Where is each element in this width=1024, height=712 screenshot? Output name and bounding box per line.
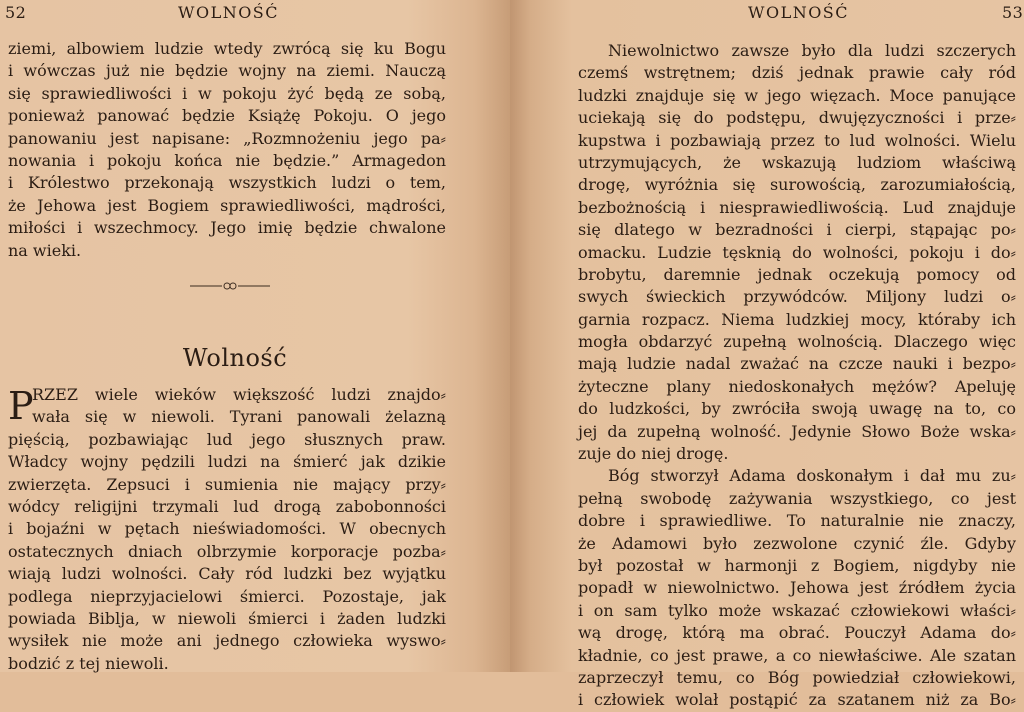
- page-number: 52: [5, 3, 27, 22]
- text-line: wiają ludzi wolności. Cały ród ludzki bez wyjątku: [8, 564, 446, 584]
- text-line: zaprzeczył temu, co Bóg powiedział człowiekowi,: [578, 667, 1016, 687]
- text-line: czemś wstrętnem; dziś jednak prawie cały ród: [578, 63, 1016, 83]
- text-line: miłości i wszechmocy. Jego imię będzie chwalone: [8, 218, 446, 238]
- left-section-paragraph: [8, 384, 446, 675]
- drop-cap: P: [8, 384, 34, 428]
- text-line: Niewolnictwo zawsze było dla ludzi szczerych: [608, 41, 1016, 60]
- text-line: dobre i sprawiedliwe. To naturalnie nie znaczy,: [578, 511, 1016, 531]
- text-line: ostatecznych dniach olbrzymie korporacje pozba⸗: [8, 541, 446, 561]
- text-line: się dlatego w bezradności i cierpi, stąpając po⸗: [578, 220, 1016, 240]
- text-line: podlega nieprzyjacielowi śmierci. Pozostaje, jak: [8, 586, 446, 606]
- text-line: utrzymujących, że wskazują ludziom właściwą: [578, 152, 1016, 172]
- text-line: mogła obdarzyć zupełną wolnością. Dlaczego więc: [578, 332, 1016, 352]
- text-line: wała się w niewoli. Tyrani panowali żelazną: [32, 407, 446, 427]
- text-line: i wówczas już nie będzie wojny na ziemi. Nauczą: [8, 61, 446, 81]
- text-line: powiada Biblja, w niewoli śmierci i żaden ludzki: [8, 608, 446, 628]
- text-line: się sprawiedliwości i w pokoju żyć będą ze sobą,: [8, 83, 446, 103]
- text-line: zuje do niej drogę.: [578, 444, 729, 464]
- running-head: WOLNOŚĆ: [748, 3, 850, 22]
- text-line: i bojaźni w pętach nieświadomości. W obecnych: [8, 519, 446, 539]
- section-title: Wolność: [182, 344, 288, 372]
- text-line: swych świeckich przywódców. Miljony ludzi o⸗: [578, 287, 1016, 307]
- text-line: kładnie, co jest prawe, a co niewłaściwe. Ale szatan: [578, 645, 1016, 665]
- text-line: bezbożnością i niesprawiedliwością. Lud znajduje: [578, 197, 1016, 217]
- text-line: kupstwa i pozbawiają przez to lud wolności. Wielu: [578, 130, 1016, 150]
- text-line: nowania i pokoju końca nie będzie.” Armagedon: [8, 150, 446, 170]
- ornament-divider: [190, 279, 270, 293]
- text-line: że Adamowi było zezwolone czynić źle. Gdyby: [578, 533, 1016, 553]
- text-line: ziemi, albowiem ludzie wtedy zwrócą się ku Bogu: [8, 39, 446, 58]
- text-line: i Królestwo przekonają wszystkich ludzi o tem,: [8, 173, 446, 193]
- text-line-body: RZEZ wiele wieków większość ludzi znajdo⸗: [32, 385, 446, 404]
- text-line: bodzić z tej niewoli.: [8, 653, 169, 673]
- text-line: ponieważ panować będzie Książę Pokoju. O jego: [8, 106, 446, 126]
- page-number: 53: [1002, 3, 1024, 22]
- text-line: i on sam tylko może wskazać człowiekowi właści⸗: [578, 600, 1016, 620]
- left-page: [0, 0, 510, 672]
- text-line: jej da zupełną wolność. Jedynie Słowo Boże wska⸗: [578, 421, 1016, 441]
- text-line: panowaniu jest napisane: „Rozmnożeniu jego pa⸗: [8, 128, 446, 148]
- text-line: do ludzkości, by zwróciła swoją uwagę na to, co: [578, 399, 1016, 419]
- text-line: popadł w niewolnictwo. Jehowa jest źródłem życia: [578, 578, 1016, 598]
- text-line: pięścią, pozbawiając lud jego słusznych praw.: [8, 429, 446, 449]
- text-line: garnia rozpacz. Niema ludzkiej mocy, któraby ich: [578, 309, 1016, 329]
- text-line: Władcy wojny pędzili ludzi na śmierć jak dzikie: [8, 452, 446, 472]
- text-line: na wieki.: [8, 240, 82, 260]
- text-line: wódcy religijni trzymali lud drogą zabobonności: [8, 496, 446, 516]
- text-line: mają ludzie nadal zważać na czcze nauki i bezpo⸗: [578, 354, 1016, 374]
- left-continued-paragraph: [8, 38, 446, 262]
- text-line: Bóg stworzył Adama doskonałym i dał mu zu⸗: [608, 466, 1016, 486]
- text-line: był pozostał w harmonji z Bogiem, nigdyby nie: [578, 555, 1016, 575]
- running-head: WOLNOŚĆ: [178, 3, 280, 22]
- text-line: pełną swobodę zażywania wszystkiego, co jest: [578, 488, 1016, 508]
- text-line: brobytu, daremnie jednak oczekują pomocy od: [578, 264, 1016, 284]
- text-line: zwierzęta. Zepsuci i sumienia nie mający przy⸗: [8, 474, 446, 494]
- text-line: omacku. Ludzie tęsknią do wolności, pokoju i do⸗: [578, 242, 1016, 262]
- right-page: [510, 0, 1024, 710]
- text-line: i człowiek wolał postąpić za szatanem niż za Bo⸗: [578, 690, 1016, 710]
- text-line: uciekają się do podstępu, dwujęzyczności i prze⸗: [578, 108, 1016, 128]
- right-text-column: [578, 40, 1016, 712]
- text-line: wysiłek nie może ani jednego człowieka wyswo⸗: [8, 631, 446, 651]
- text-line: wą drogę, którą ma obrać. Pouczył Adama do⸗: [578, 623, 1016, 643]
- text-line: ludzki znajduje się w jego więzach. Moce panujące: [578, 85, 1016, 105]
- text-line: że Jehowa jest Bogiem sprawiedliwości, mądrości,: [8, 195, 446, 215]
- text-line: drogę, wyróżnia się surowością, zarozumiałością,: [578, 175, 1016, 195]
- text-line: żyteczne plany niedoskonałych mężów? Apeluję: [578, 376, 1016, 396]
